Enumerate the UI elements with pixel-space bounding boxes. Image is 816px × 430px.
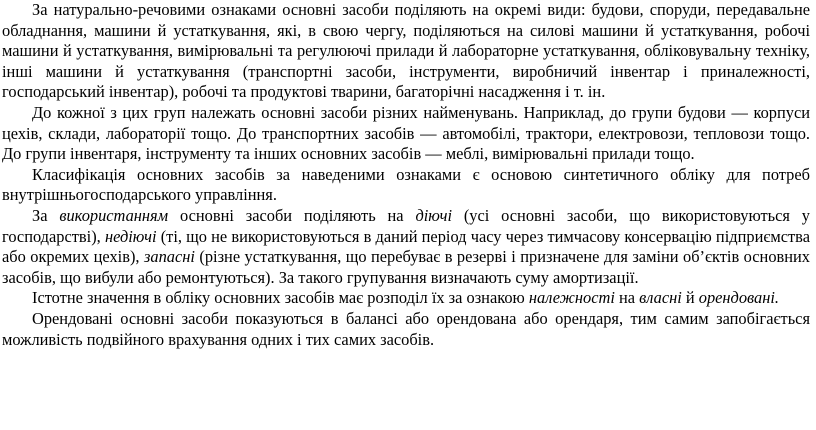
paragraph-text: Класифікація основних засобів за наведеними ознаками є основою синтетичного обліку для потреб внутрішньогосподарського управління. (2, 164, 810, 205)
text-segment: основні засоби поділяють на (168, 205, 416, 225)
paragraph-by-usage (2, 206, 810, 288)
text-segment: (усі основні засоби, що використовуються у господарстві), (2, 205, 810, 246)
emphasis-active: діючі (415, 205, 452, 225)
emphasis-inactive: недіючі (104, 226, 157, 246)
paragraph-leased-assets (2, 309, 810, 350)
emphasis-spare: запасні (143, 247, 195, 267)
paragraph-synthetic-accounting (2, 165, 810, 206)
paragraph-text: До кожної з цих груп належать основні засоби різних найменувань. Наприклад, до групи будови — корпуси цехів, склади, лабораторії тощо. До транспортних засобів — автомобілі, трактори, електровози, тепловози тощо. До групи інвентаря, інструменту та інших основних засобів — меблі, вимірювальні прилади тощо. (2, 102, 810, 164)
text-segment: (різне устаткування, що перебуває в резерві і призначене для заміни об’єктів основних засобів, що вибули або ремонтуються). За такого групування визначають суму амортизації. (2, 247, 810, 287)
text-segment: й (681, 288, 699, 308)
emphasis-ownership: належності (528, 288, 615, 308)
paragraph-text: Орендовані основні засоби показуються в балансі або орендована або орендаря, тим самим запобігається можливість подвійного врахування одних і тих самих засобів. (2, 308, 810, 349)
text-segment: на (614, 288, 640, 308)
paragraph-ownership (2, 288, 810, 309)
paragraph-classification-by-type (2, 0, 810, 103)
paragraph-group-examples (2, 103, 810, 165)
emphasis-usage: використанням (59, 205, 169, 225)
text-segment: (ті, що не використовуються в даний період часу через тимчасову консервацію підприємства або окремих цехів), (2, 226, 810, 267)
emphasis-leased: орендовані. (698, 288, 780, 308)
emphasis-own: власні (639, 288, 682, 308)
text-segment: За (32, 205, 60, 225)
text-segment: Істотне значення в обліку основних засобів має розподіл їх за ознакою (32, 288, 529, 308)
paragraph-text: За натурально-речовими ознаками основні засоби поділяють на окремі види: будови, споруди, передавальне обладнання, машини й устаткування, які, в свою чергу, поділяються на силові машини й устаткування, робочі машини й устаткування, вимірювальні та регулюючі прилади й лабораторне устаткування, обліковувальну техніку, інші машини й устаткування (транспортні засоби, інструменти, виробничий інвентар і приналежності, господарський інвентар), робочі та продуктові тварини, багаторічні насадження і т. ін. (2, 0, 810, 102)
